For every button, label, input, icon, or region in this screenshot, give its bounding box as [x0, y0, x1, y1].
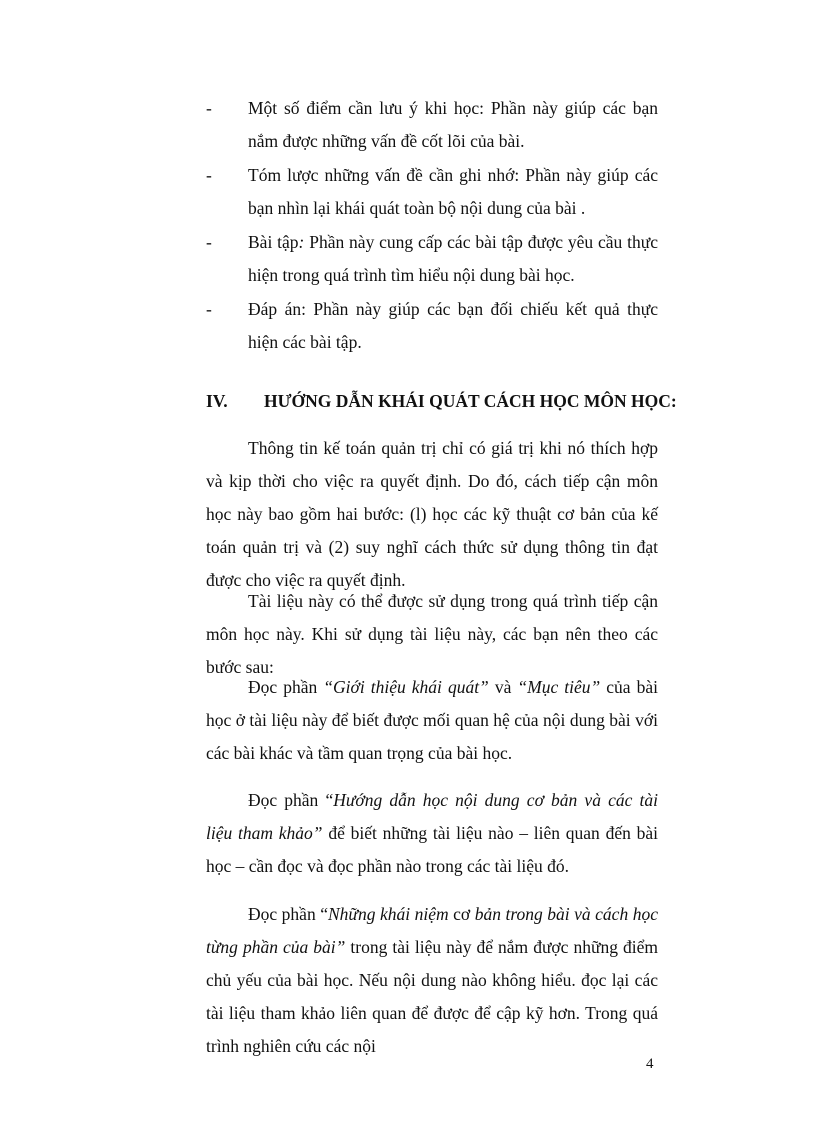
paragraph-usage: Tài liệu này có thể được sử dụng trong quá trình tiếp cận môn học này. Khi sử dụng tài liệu này, các bạn nên theo các bước sau: — [206, 591, 658, 677]
section-number: IV. — [206, 391, 228, 411]
bullet-text-italic: : — [298, 232, 305, 252]
bullet-text — [248, 232, 658, 285]
italic-run: “Giới thiệu khái quát” — [323, 677, 489, 697]
paragraph-step-3 — [206, 898, 658, 1063]
paragraph-step-1 — [206, 671, 658, 770]
paragraph-intro: Thông tin kế toán quản trị chỉ có giá trị khi nó thích hợp và kịp thời cho việc ra quyết định. Do đó, cách tiếp cận môn học này bao gồm hai bước: (l) học các kỹ thuật cơ bản của kế toán quản trị và (2) suy nghĩ cách thức sử dụng thông tin đạt được cho việc ra quyết định. — [206, 438, 658, 590]
bullet-item — [206, 293, 658, 358]
bullet-text-start: Bài tập — [248, 232, 299, 252]
paragraph-step-2 — [206, 784, 658, 883]
italic-run: bản trong bài và cách học từng phần của bài” — [206, 904, 658, 957]
text-run: Đọc phần “ — [248, 790, 334, 810]
text-run: của bài học ở tài liệu này để biết được mối quan hệ của nội dung bài với các bài khác và tầm quan trọng của bài học. — [206, 677, 658, 763]
page-number: 4 — [646, 1056, 654, 1072]
text-run: cơ — [448, 904, 475, 924]
text-run: và — [488, 677, 518, 697]
bullet-dash: - — [206, 98, 212, 118]
text-run: Đọc phần — [248, 677, 324, 697]
text-run: trong tài liệu này để nắm được những điểm chủ yếu của bài học. Nếu nội dung nào không hiểu. đọc lại các tài liệu tham khảo liên quan để được để cập kỹ hơn. Trong quá trình nghiên cứu các nội — [206, 937, 658, 1056]
section-title: HƯỚNG DẪN KHÁI QUÁT CÁCH HỌC MÔN HỌC: — [264, 391, 677, 411]
italic-run: Những khái niệm — [327, 904, 449, 924]
bullet-text: Một số điểm cần lưu ý khi học: Phần này giúp các bạn nắm được những vấn đề cốt lõi của bài. — [248, 98, 658, 151]
bullet-item — [206, 159, 658, 224]
bullet-list — [206, 92, 658, 360]
bullet-item — [206, 92, 658, 157]
italic-run: “Mục tiêu” — [517, 677, 601, 697]
bullet-item — [206, 226, 658, 291]
italic-run: Hướng dẫn học nội dung cơ bản và các tài liệu tham khảo” — [206, 790, 658, 843]
bullet-text-end: Phần này cung cấp các bài tập được yêu cầu thực hiện trong quá trình tìm hiểu nội dung bài học. — [248, 232, 658, 285]
bullet-text: Đáp án: Phần này giúp các bạn đối chiếu kết quả thực hiện các bài tập. — [248, 299, 658, 352]
bullet-text: Tóm lược những vấn đề cần ghi nhớ: Phần này giúp các bạn nhìn lại khái quát toàn bộ nội dung của bài . — [248, 165, 658, 218]
section-heading — [206, 389, 677, 413]
bullet-dash: - — [206, 165, 212, 185]
text-run: để biết những tài liệu nào – liên quan đến bài học – cần đọc và đọc phần nào trong các tài liệu đó. — [206, 823, 658, 876]
text-run: Đọc phần “ — [248, 904, 328, 924]
bullet-dash: - — [206, 299, 212, 319]
bullet-dash: - — [206, 232, 212, 252]
